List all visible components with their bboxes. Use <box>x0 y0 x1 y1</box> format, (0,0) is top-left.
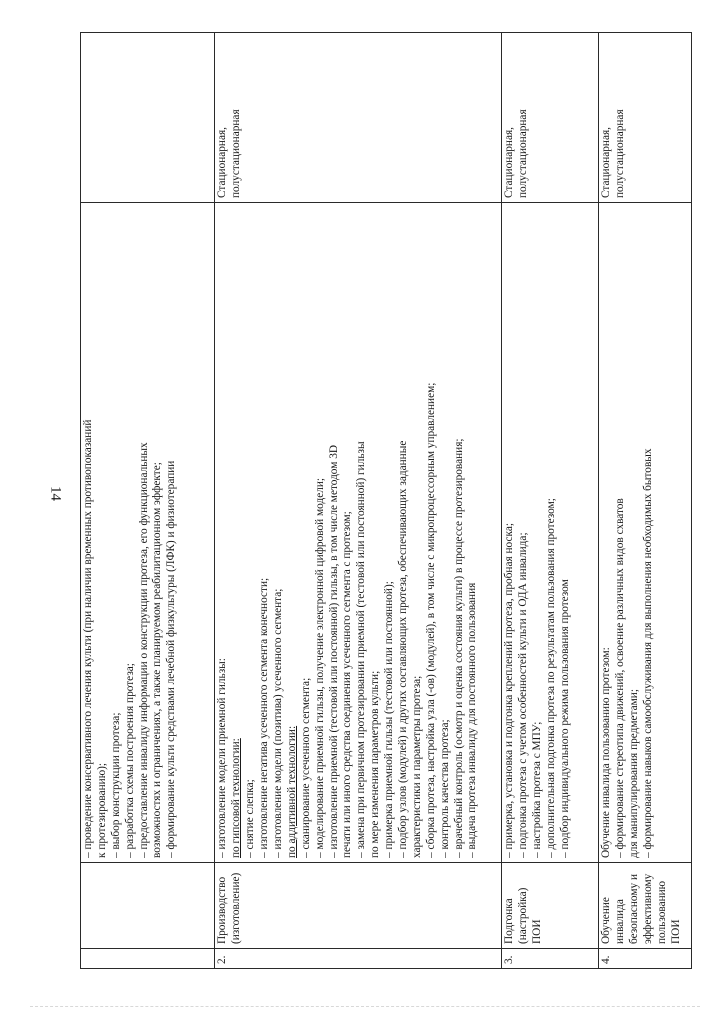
content-line: – формирование культи средствами лечебной физкультуры (ЛФК) и физиотерапии <box>165 460 178 858</box>
content-line: – предоставление инвалиду информации о конструкции протеза, его функциональных <box>137 442 150 858</box>
table-row <box>599 33 692 969</box>
row-number: 3. <box>502 949 599 969</box>
stage-name: Обучение инвалида безопасному и эффективному пользованию ПОИ <box>599 863 692 949</box>
content-line: – примерка, установка и подгонка креплений протеза, пробная носка; <box>503 523 516 858</box>
stage-name: Производство (изготовление) <box>215 863 502 949</box>
rotated-table-wrapper <box>80 33 692 969</box>
content-line: печати или иного средства соединения усеченного сегмента с протезом; <box>341 511 354 858</box>
content-line: по аддитивной технологии: <box>285 725 298 858</box>
row-number <box>81 949 215 969</box>
content-line: – разработка схемы построения протеза; <box>123 663 136 858</box>
stage-content <box>599 203 692 863</box>
content-line: к протезированию); <box>95 762 108 858</box>
page-number: 14 <box>47 486 64 501</box>
stage-content <box>215 203 502 863</box>
service-form: Стационарная, полустационарная <box>502 33 599 203</box>
content-line: Обучение инвалида пользованию протезом: <box>600 647 613 858</box>
content-line: – изготовление модели приемной гильзы: <box>216 658 229 858</box>
content-line: – сканирование усеченного сегмента; <box>299 677 312 858</box>
content-line: по гипсовой технологии: <box>230 738 243 858</box>
content-line: – снятие слепка; <box>244 779 257 858</box>
content-line: – формирование стереотипа движений, освоение различных видов схватов <box>614 498 627 858</box>
stage-content <box>81 203 215 863</box>
stage-content <box>502 203 599 863</box>
row-number: 4. <box>599 949 692 969</box>
content-line: – врачебный контроль (осмотр и оценка состояния культи) в процессе протезирования; <box>452 438 465 858</box>
content-line: – настройка протеза с МПУ; <box>531 721 544 858</box>
row-number: 2. <box>215 949 502 969</box>
table-row <box>81 33 215 969</box>
content-line: – подбор узлов (модулей) и других составляющих протеза, обеспечивающих заданные <box>396 440 409 858</box>
content-line: – формирование навыков самообслуживания для выполнения необходимых бытовых <box>641 448 654 858</box>
content-line: по мере изменения параметров культи; <box>369 670 382 858</box>
content-line: – моделирование приемной гильзы, получение электронной цифровой модели; <box>313 477 326 858</box>
content-line: – сборка протеза, настройка узла (-ов) (модулей), в том числе с микропроцессорным управлением; <box>424 382 437 858</box>
table-row <box>502 33 599 969</box>
content-line: – изготовление приемной (тестовой или постоянной) гильзы, в том числе методом 3D <box>327 444 340 858</box>
content-line: возможностях и ограничениях, а также планируемом реабилитационном эффекте; <box>151 462 164 858</box>
stage-name: Подгонка (настройка) ПОИ <box>502 863 599 949</box>
content-line: – подбор индивидуального режима пользования протезом <box>558 579 571 858</box>
content-line: – дополнительная подгонка протеза по результатам пользования протезом; <box>545 498 558 858</box>
content-line: – проведение консервативного лечения культи (при наличии временных противопоказаний <box>82 419 94 858</box>
stage-name <box>81 863 215 949</box>
content-line: – контроль качества протеза; <box>438 719 451 858</box>
content-line: – выдача протеза инвалиду для постоянного пользования <box>466 582 479 858</box>
service-form: Стационарная, полустационарная <box>215 33 502 203</box>
content-line: – изготовление негатива усеченного сегмента конечности; <box>258 577 271 858</box>
content-line: – изготовление модели (позитива) усеченного сегмента; <box>271 588 284 858</box>
content-line: для манипулирования предметами; <box>627 689 640 858</box>
content-line: характеристики и параметры протеза; <box>410 675 423 858</box>
table-row <box>215 33 502 969</box>
content-line: – выбор конструкции протеза; <box>109 712 122 858</box>
service-form: Стационарная, полустационарная <box>599 33 692 203</box>
service-form <box>81 33 215 203</box>
rehabilitation-stages-table <box>80 32 692 969</box>
content-line: – примерка приемной гильзы (тестовой или постоянной); <box>383 581 396 858</box>
scan-artifact-line <box>30 1006 700 1009</box>
content-line: – замена при первичном протезировании приемной (тестовой или постоянной) гильзы <box>355 441 368 858</box>
content-line: – подгонка протеза с учетом особенностей культи и ОДА инвалида; <box>517 532 530 858</box>
